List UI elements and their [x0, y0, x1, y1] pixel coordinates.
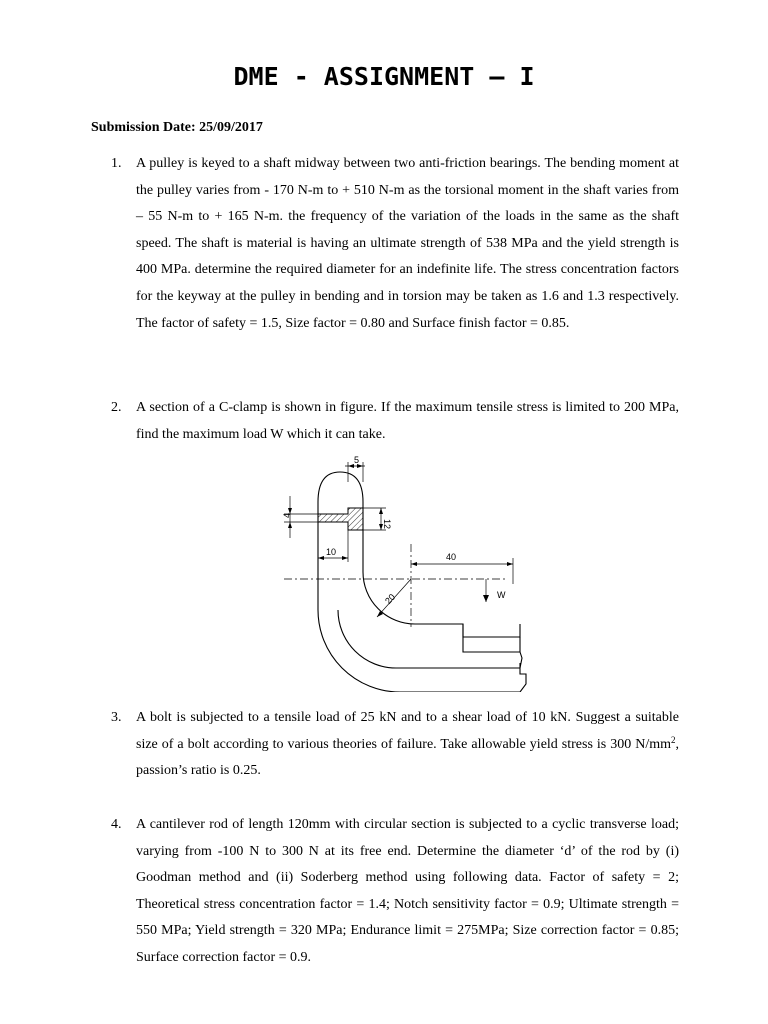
question-number: 3. [111, 710, 122, 725]
clamp-outer-curve [318, 472, 363, 502]
c-clamp-figure [270, 452, 530, 692]
dim-4-label: 4 [282, 512, 292, 518]
question-text: A section of a C-clamp is shown in figure. If the maximum tensile stress is limited to 200 MPa, find the maximum load W which it can take. [136, 400, 679, 442]
clamp-jaw [338, 610, 522, 668]
submission-date: Submission Date: 25/09/2017 [91, 120, 263, 135]
question-1 [111, 151, 679, 337]
question-text: A pulley is keyed to a shaft midway between two anti-friction bearings. The bending moment at the pulley varies from - 170 N-m to + 510 N-m as the torsional moment in the shaft varies from – 55 N-m to + 165 N-m. the frequency of the variation of the loads in the same as the shaft speed. The shaft is material is having an ultimate strength of 538 MPa and the yield strength is 400 MPa. determine the required diameter for an indefinite life. The stress concentration factors for the keyway at the pulley in bending and in torsion may be taken as 1.6 and 1.3 respectively. The factor of safety = 1.5, Size factor = 0.80 and Surface finish factor = 0.85. [136, 156, 679, 331]
dim-40-label: 40 [446, 552, 457, 562]
superscript: 2 [671, 734, 676, 745]
question-number: 4. [111, 817, 122, 832]
question-number: 2. [111, 400, 122, 415]
question-text: A bolt is subjected to a tensile load of 25 kN and to a shear load of 10 kN. Suggest a suitable size of a bolt according to various theories of failure. Take allowable yield stress is 300 $N/mm^2$, passion’s ratio is 0.25. [136, 710, 679, 779]
dim-20-label: 20 [383, 591, 398, 607]
dim-12-label: 12 [382, 519, 392, 530]
dim-5-label: 5 [354, 455, 360, 465]
document-title: DME - ASSIGNMENT – I [233, 62, 535, 91]
question-3 [111, 705, 679, 785]
hatched-section [318, 508, 363, 530]
question-number: 1. [111, 156, 122, 171]
question-text: A cantilever rod of length 120mm with circular section is subjected to a cyclic transverse load; varying from -100 N to 300 N at its free end. Determine the diameter ‘d’ of the rod by (i) Goodman method and (ii) Soderberg method using following data. Factor of safety = 2; Theoretical stress concentration factor = 1.4; Notch sensitivity factor = 0.9; Ultimate strength = 550 MPa; Yield strength = 320 MPa; Endurance limit = 275MPa; Size correction factor = 0.85; Surface correction factor = 0.9. [136, 817, 679, 965]
load-label: W [497, 590, 506, 600]
question-2 [111, 395, 679, 448]
question-4 [111, 812, 679, 972]
dim-10-label: 10 [326, 547, 337, 557]
